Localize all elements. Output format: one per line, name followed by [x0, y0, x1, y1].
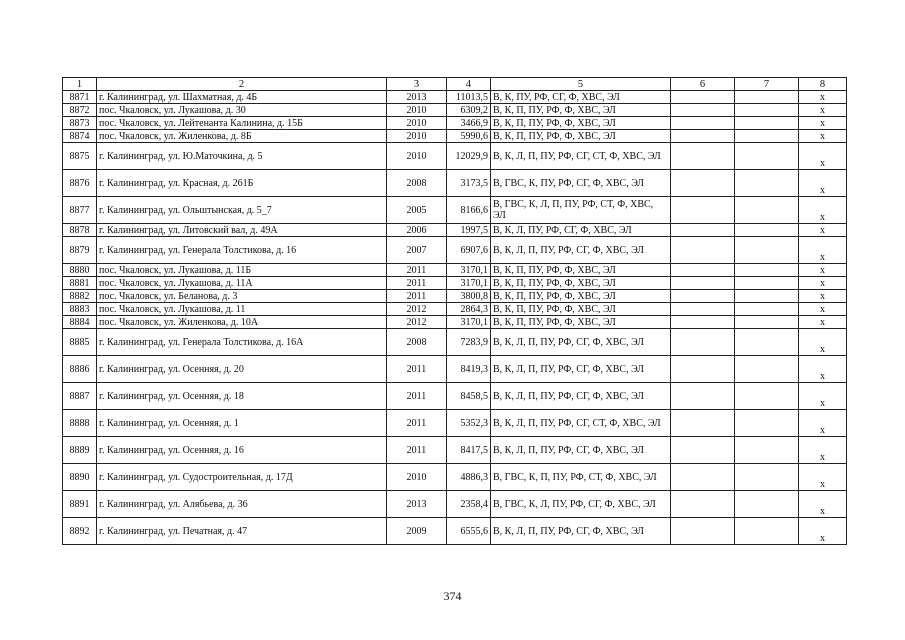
cell-mark: х — [799, 143, 847, 170]
table-header — [63, 78, 847, 91]
cell-col-6 — [671, 237, 735, 264]
cell-services: В, К, П, ПУ, РФ, Ф, ХВС, ЭЛ — [491, 303, 671, 316]
page-number: 374 — [443, 589, 462, 603]
table-row — [63, 518, 847, 545]
header-col-3: 3 — [387, 78, 447, 91]
cell-services: В, ГВС, К, П, ПУ, РФ, СТ, Ф, ХВС, ЭЛ — [491, 464, 671, 491]
cell-col-6 — [671, 437, 735, 464]
cell-year: 2010 — [387, 104, 447, 117]
cell-col-6 — [671, 197, 735, 224]
header-col-1: 1 — [63, 78, 97, 91]
table-row — [63, 316, 847, 329]
cell-year: 2005 — [387, 197, 447, 224]
cell-area: 12029,9 — [447, 143, 491, 170]
cell-mark: х — [799, 437, 847, 464]
cell-area: 8458,5 — [447, 383, 491, 410]
cell-area: 8166,6 — [447, 197, 491, 224]
table-row — [63, 437, 847, 464]
housing-register-table — [62, 77, 847, 545]
cell-year: 2010 — [387, 130, 447, 143]
cell-address: пос. Чкаловск, ул. Жиленкова, д. 10А — [97, 316, 387, 329]
cell-col-7 — [735, 303, 799, 316]
cell-mark: х — [799, 290, 847, 303]
cell-area: 3466,9 — [447, 117, 491, 130]
cell-area: 3173,5 — [447, 170, 491, 197]
table-row — [63, 197, 847, 224]
cell-address: пос. Чкаловск, ул. Беланова, д. 3 — [97, 290, 387, 303]
cell-number: 8892 — [63, 518, 97, 545]
cell-services: В, К, П, ПУ, РФ, Ф, ХВС, ЭЛ — [491, 277, 671, 290]
cell-address: пос. Чкаловск, ул. Лукашова, д. 11А — [97, 277, 387, 290]
cell-col-7 — [735, 197, 799, 224]
cell-mark: х — [799, 117, 847, 130]
cell-address: г. Калининград, ул. Ольштынская, д. 5_7 — [97, 197, 387, 224]
cell-area: 5990,6 — [447, 130, 491, 143]
header-col-5: 5 — [491, 78, 671, 91]
cell-services: В, К, П, ПУ, РФ, Ф, ХВС, ЭЛ — [491, 104, 671, 117]
cell-col-7 — [735, 224, 799, 237]
cell-address: г. Калининград, ул. Судостроительная, д. 17Д — [97, 464, 387, 491]
cell-number: 8877 — [63, 197, 97, 224]
cell-year: 2006 — [387, 224, 447, 237]
header-col-4: 4 — [447, 78, 491, 91]
cell-col-6 — [671, 329, 735, 356]
cell-col-6 — [671, 224, 735, 237]
cell-area: 4886,3 — [447, 464, 491, 491]
cell-number: 8878 — [63, 224, 97, 237]
cell-col-6 — [671, 130, 735, 143]
table-row — [63, 117, 847, 130]
cell-col-7 — [735, 170, 799, 197]
cell-services: В, К, Л, П, ПУ, РФ, СГ, СТ, Ф, ХВС, ЭЛ — [491, 410, 671, 437]
cell-address: пос. Чкаловск, ул. Лукашова, д. 11Б — [97, 264, 387, 277]
cell-area: 1997,5 — [447, 224, 491, 237]
cell-year: 2010 — [387, 464, 447, 491]
header-col-7: 7 — [735, 78, 799, 91]
cell-address: пос. Чкаловск, ул. Лейтенанта Калинина, д. 15Б — [97, 117, 387, 130]
table-row — [63, 91, 847, 104]
cell-number: 8873 — [63, 117, 97, 130]
cell-mark: х — [799, 383, 847, 410]
cell-services: В, К, Л, П, ПУ, РФ, СГ, Ф, ХВС, ЭЛ — [491, 237, 671, 264]
cell-col-6 — [671, 303, 735, 316]
cell-area: 11013,5 — [447, 91, 491, 104]
cell-area: 2358,4 — [447, 491, 491, 518]
cell-year: 2007 — [387, 237, 447, 264]
cell-col-7 — [735, 410, 799, 437]
cell-col-7 — [735, 356, 799, 383]
cell-number: 8876 — [63, 170, 97, 197]
cell-address: г. Калининград, ул. Красная, д. 261Б — [97, 170, 387, 197]
cell-services: В, К, Л, П, ПУ, РФ, СГ, СТ, Ф, ХВС, ЭЛ — [491, 143, 671, 170]
cell-col-6 — [671, 316, 735, 329]
cell-col-6 — [671, 518, 735, 545]
cell-year: 2011 — [387, 264, 447, 277]
table-row — [63, 170, 847, 197]
cell-col-7 — [735, 290, 799, 303]
cell-year: 2011 — [387, 437, 447, 464]
table-row — [63, 410, 847, 437]
cell-area: 3800,8 — [447, 290, 491, 303]
header-row — [63, 78, 847, 91]
cell-number: 8871 — [63, 91, 97, 104]
cell-services: В, ГВС, К, Л, П, ПУ, РФ, СТ, Ф, ХВС, ЭЛ — [491, 197, 671, 224]
cell-year: 2011 — [387, 356, 447, 383]
cell-col-6 — [671, 491, 735, 518]
cell-mark: х — [799, 316, 847, 329]
cell-number: 8884 — [63, 316, 97, 329]
cell-year: 2013 — [387, 91, 447, 104]
cell-col-7 — [735, 143, 799, 170]
cell-services: В, ГВС, К, Л, ПУ, РФ, СГ, Ф, ХВС, ЭЛ — [491, 491, 671, 518]
cell-col-6 — [671, 170, 735, 197]
cell-number: 8882 — [63, 290, 97, 303]
header-col-2: 2 — [97, 78, 387, 91]
cell-address: пос. Чкаловск, ул. Лукашова, д. 30 — [97, 104, 387, 117]
cell-area: 2864,3 — [447, 303, 491, 316]
cell-col-6 — [671, 383, 735, 410]
cell-mark: х — [799, 104, 847, 117]
cell-mark: х — [799, 410, 847, 437]
cell-number: 8885 — [63, 329, 97, 356]
cell-mark: х — [799, 237, 847, 264]
cell-col-7 — [735, 329, 799, 356]
cell-mark: х — [799, 303, 847, 316]
cell-col-7 — [735, 437, 799, 464]
cell-mark: х — [799, 91, 847, 104]
cell-col-7 — [735, 316, 799, 329]
cell-address: г. Калининград, ул. Литовский вал, д. 49А — [97, 224, 387, 237]
cell-year: 2010 — [387, 117, 447, 130]
cell-area: 7283,9 — [447, 329, 491, 356]
table-row — [63, 290, 847, 303]
cell-mark: х — [799, 264, 847, 277]
cell-year: 2011 — [387, 277, 447, 290]
cell-number: 8883 — [63, 303, 97, 316]
cell-col-6 — [671, 410, 735, 437]
cell-services: В, К, Л, П, ПУ, РФ, СГ, Ф, ХВС, ЭЛ — [491, 356, 671, 383]
cell-col-7 — [735, 91, 799, 104]
cell-services: В, К, П, ПУ, РФ, Ф, ХВС, ЭЛ — [491, 264, 671, 277]
cell-year: 2012 — [387, 303, 447, 316]
cell-year: 2011 — [387, 290, 447, 303]
cell-year: 2008 — [387, 329, 447, 356]
cell-year: 2011 — [387, 410, 447, 437]
cell-mark: х — [799, 356, 847, 383]
cell-mark: х — [799, 491, 847, 518]
cell-services: В, ГВС, К, ПУ, РФ, СГ, Ф, ХВС, ЭЛ — [491, 170, 671, 197]
table-row — [63, 464, 847, 491]
cell-area: 3170,1 — [447, 316, 491, 329]
cell-number: 8887 — [63, 383, 97, 410]
cell-col-6 — [671, 91, 735, 104]
cell-address: г. Калининград, ул. Шахматная, д. 4Б — [97, 91, 387, 104]
cell-area: 6309,2 — [447, 104, 491, 117]
cell-col-6 — [671, 143, 735, 170]
cell-number: 8886 — [63, 356, 97, 383]
cell-col-7 — [735, 491, 799, 518]
cell-col-7 — [735, 518, 799, 545]
cell-area: 8419,3 — [447, 356, 491, 383]
cell-col-6 — [671, 277, 735, 290]
cell-address: г. Калининград, ул. Осенняя, д. 1 — [97, 410, 387, 437]
cell-col-6 — [671, 290, 735, 303]
cell-address: г. Калининград, ул. Алябьева, д. 36 — [97, 491, 387, 518]
cell-address: г. Калининград, ул. Генерала Толстикова, д. 16 — [97, 237, 387, 264]
cell-services: В, К, Л, П, ПУ, РФ, СГ, Ф, ХВС, ЭЛ — [491, 329, 671, 356]
cell-services: В, К, Л, П, ПУ, РФ, СГ, Ф, ХВС, ЭЛ — [491, 383, 671, 410]
cell-number: 8874 — [63, 130, 97, 143]
cell-mark: х — [799, 170, 847, 197]
cell-services: В, К, Л, П, ПУ, РФ, СГ, Ф, ХВС, ЭЛ — [491, 437, 671, 464]
table-row — [63, 303, 847, 316]
cell-number: 8881 — [63, 277, 97, 290]
cell-address: г. Калининград, ул. Осенняя, д. 20 — [97, 356, 387, 383]
cell-col-7 — [735, 464, 799, 491]
cell-col-6 — [671, 264, 735, 277]
cell-services: В, К, П, ПУ, РФ, Ф, ХВС, ЭЛ — [491, 316, 671, 329]
cell-mark: х — [799, 518, 847, 545]
cell-address: г. Калининград, ул. Печатная, д. 47 — [97, 518, 387, 545]
cell-address: пос. Чкаловск, ул. Лукашова, д. 11 — [97, 303, 387, 316]
cell-col-6 — [671, 464, 735, 491]
cell-mark: х — [799, 197, 847, 224]
header-col-6: 6 — [671, 78, 735, 91]
cell-col-7 — [735, 383, 799, 410]
table-row — [63, 104, 847, 117]
cell-services: В, К, ПУ, РФ, СГ, Ф, ХВС, ЭЛ — [491, 91, 671, 104]
cell-mark: х — [799, 130, 847, 143]
header-col-8: 8 — [799, 78, 847, 91]
table-row — [63, 224, 847, 237]
cell-number: 8889 — [63, 437, 97, 464]
cell-col-6 — [671, 117, 735, 130]
cell-year: 2009 — [387, 518, 447, 545]
table-row — [63, 277, 847, 290]
cell-col-6 — [671, 104, 735, 117]
table-row — [63, 491, 847, 518]
cell-col-7 — [735, 130, 799, 143]
cell-area: 6555,6 — [447, 518, 491, 545]
cell-services: В, К, П, ПУ, РФ, Ф, ХВС, ЭЛ — [491, 117, 671, 130]
cell-mark: х — [799, 329, 847, 356]
table-body — [63, 91, 847, 545]
cell-address: г. Калининград, ул. Осенняя, д. 16 — [97, 437, 387, 464]
cell-mark: х — [799, 277, 847, 290]
cell-col-7 — [735, 277, 799, 290]
cell-number: 8888 — [63, 410, 97, 437]
cell-area: 3170,1 — [447, 264, 491, 277]
cell-number: 8879 — [63, 237, 97, 264]
cell-col-7 — [735, 104, 799, 117]
cell-number: 8872 — [63, 104, 97, 117]
table-row — [63, 130, 847, 143]
cell-area: 3170,1 — [447, 277, 491, 290]
cell-number: 8880 — [63, 264, 97, 277]
table-row — [63, 237, 847, 264]
cell-col-6 — [671, 356, 735, 383]
cell-col-7 — [735, 237, 799, 264]
cell-number: 8891 — [63, 491, 97, 518]
cell-mark: х — [799, 464, 847, 491]
table-row — [63, 356, 847, 383]
cell-number: 8875 — [63, 143, 97, 170]
cell-area: 6907,6 — [447, 237, 491, 264]
cell-services: В, К, П, ПУ, РФ, Ф, ХВС, ЭЛ — [491, 130, 671, 143]
cell-services: В, К, П, ПУ, РФ, Ф, ХВС, ЭЛ — [491, 290, 671, 303]
table-row — [63, 143, 847, 170]
cell-services: В, К, Л, ПУ, РФ, СГ, Ф, ХВС, ЭЛ — [491, 224, 671, 237]
cell-year: 2011 — [387, 383, 447, 410]
cell-number: 8890 — [63, 464, 97, 491]
cell-col-7 — [735, 264, 799, 277]
cell-address: пос. Чкаловск, ул. Жиленкова, д. 8Б — [97, 130, 387, 143]
cell-mark: х — [799, 224, 847, 237]
cell-year: 2008 — [387, 170, 447, 197]
cell-year: 2013 — [387, 491, 447, 518]
cell-services: В, К, Л, П, ПУ, РФ, СГ, Ф, ХВС, ЭЛ — [491, 518, 671, 545]
table-row — [63, 329, 847, 356]
table-row — [63, 383, 847, 410]
cell-area: 8417,5 — [447, 437, 491, 464]
cell-area: 5352,3 — [447, 410, 491, 437]
table-row — [63, 264, 847, 277]
cell-col-7 — [735, 117, 799, 130]
cell-year: 2010 — [387, 143, 447, 170]
cell-year: 2012 — [387, 316, 447, 329]
cell-address: г. Калининград, ул. Осенняя, д. 18 — [97, 383, 387, 410]
cell-address: г. Калининград, ул. Ю.Маточкина, д. 5 — [97, 143, 387, 170]
cell-address: г. Калининград, ул. Генерала Толстикова, д. 16А — [97, 329, 387, 356]
